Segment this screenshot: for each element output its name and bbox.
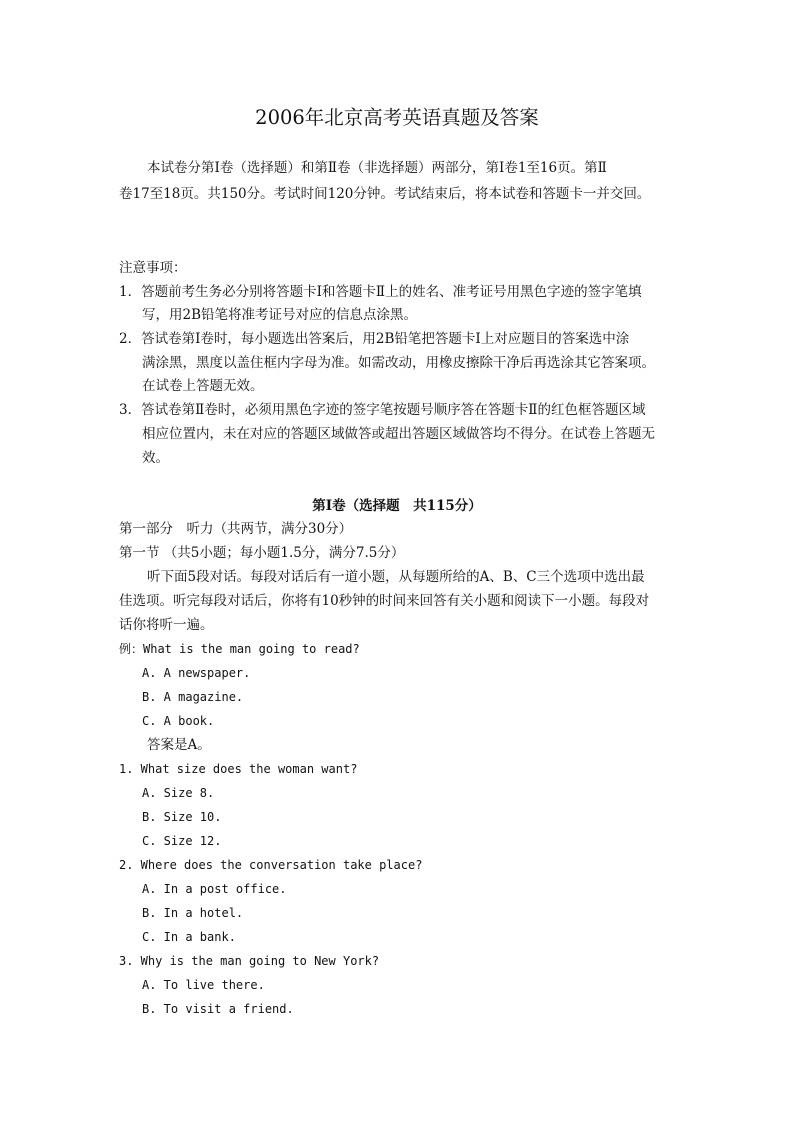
note-2-line-3: 在试卷上答题无效。	[142, 378, 264, 394]
example-answer: 答案是A。	[147, 737, 211, 753]
question-3-option-b: B. To visit a friend.	[142, 1002, 294, 1016]
note-2-line-1: 2．答试卷第Ⅰ卷时，每小题选出答案后，用2B铅笔把答题卡Ⅰ上对应题目的答案选中涂	[119, 331, 630, 347]
question-1-option-c: C. Size 12.	[142, 834, 222, 848]
example-option-a: A. A newspaper.	[142, 666, 251, 680]
intro-line-2: 卷17至18页。共150分。考试时间120分钟。考试结束后，将本试卷和答题卡一并交回。	[119, 186, 651, 202]
question-2: 2. Where does the conversation take place?	[119, 858, 423, 872]
note-2-line-2: 满涂黑，黑度以盖住框内字母为准。如需改动，用橡皮擦除干净后再选涂其它答案项。	[142, 355, 655, 371]
notes-heading: 注意事项：	[119, 260, 187, 276]
question-1: 1. What size does the woman want?	[119, 762, 358, 776]
question-1-option-b: B. Size 10.	[142, 810, 222, 824]
question-2-option-c: C. In a bank.	[142, 930, 236, 944]
question-3: 3. Why is the man going to New York?	[119, 954, 380, 968]
part-one-heading: 第一部分 听力（共两节，满分30分）	[119, 521, 353, 537]
question-2-option-b: B. In a hotel.	[142, 906, 244, 920]
instructions-line-3: 话你将听一遍。	[119, 617, 214, 633]
document-title: 2006年北京高考英语真题及答案	[255, 106, 539, 129]
example-question: 例：What is the man going to read?	[119, 642, 360, 656]
question-2-option-a: A. In a post office.	[142, 882, 287, 896]
intro-line-1: 本试卷分第Ⅰ卷（选择题）和第Ⅱ卷（非选择题）两部分，第Ⅰ卷1至16页。第Ⅱ	[147, 160, 607, 176]
note-3-line-2: 相应位置内，未在对应的答题区域做答或超出答题区域做答均不得分。在试卷上答题无	[142, 426, 655, 442]
note-3-line-3: 效。	[142, 450, 169, 466]
instructions-line-1: 听下面5段对话。每段对话后有一道小题，从每题所给的A、B、C三个选项中选出最	[147, 569, 645, 585]
example-option-c: C. A book.	[142, 714, 215, 728]
section-one-heading: 第一节 （共5小题；每小题1.5分，满分7.5分）	[119, 545, 405, 561]
instructions-line-2: 佳选项。听完每段对话后，你将有10秒钟的时间来回答有关小题和阅读下一小题。每段对	[119, 593, 650, 609]
section-title: 第Ⅰ卷（选择题 共115分）	[312, 498, 482, 514]
note-1-line-2: 写，用2B铅笔将准考证号对应的信息点涂黑。	[142, 307, 418, 323]
note-3-line-1: 3．答试卷第Ⅱ卷时，必须用黑色字迹的签字笔按题号顺序答在答题卡Ⅱ的红色框答题区域	[119, 402, 646, 418]
question-1-option-a: A. Size 8.	[142, 786, 215, 800]
note-1-line-1: 1．答题前考生务必分别将答题卡Ⅰ和答题卡Ⅱ上的姓名、准考证号用黑色字迹的签字笔填	[119, 284, 642, 300]
question-3-option-a: A. To live there.	[142, 978, 265, 992]
example-option-b: B. A magazine.	[142, 690, 244, 704]
